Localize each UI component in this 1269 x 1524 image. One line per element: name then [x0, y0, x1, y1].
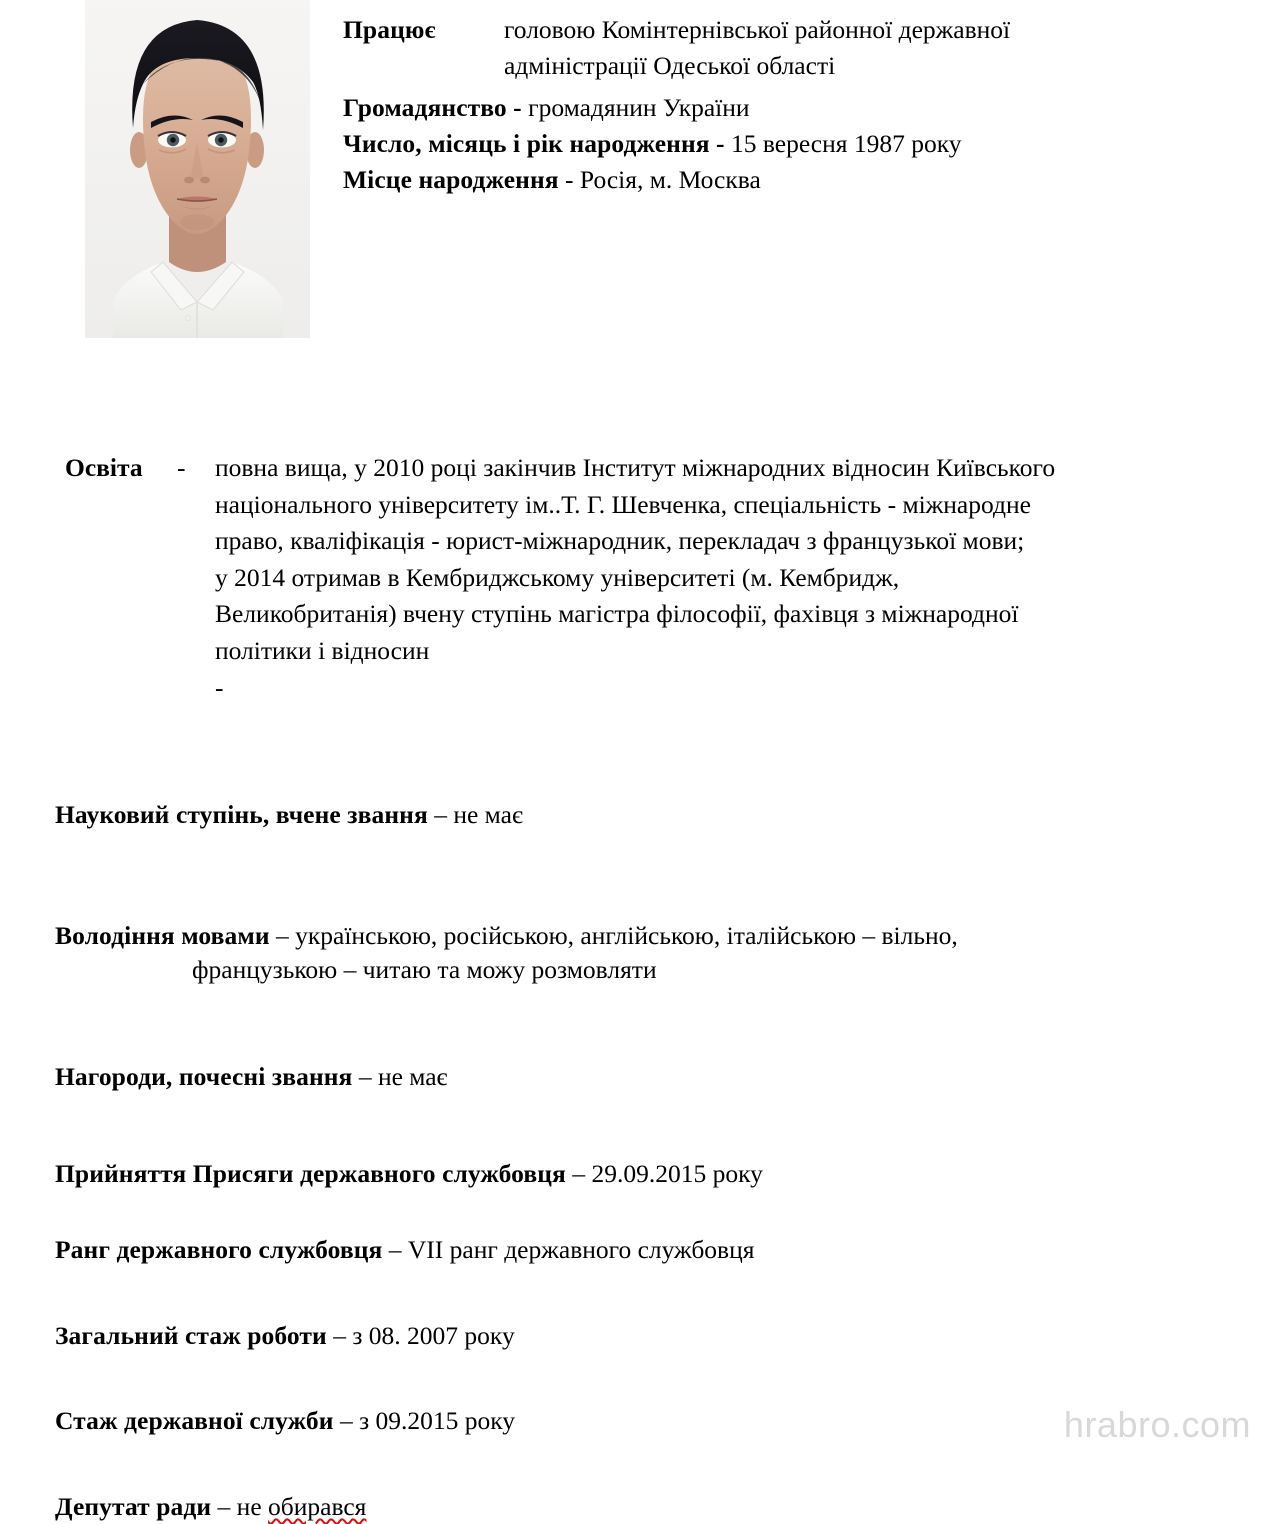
- field-council-deputy: [55, 1490, 1235, 1524]
- oath-separator: –: [572, 1159, 586, 1188]
- rank-value: VII ранг державного службовця: [407, 1235, 755, 1264]
- oath-value: 29.09.2015 року: [591, 1159, 763, 1188]
- lower-fields: [55, 798, 1235, 1524]
- rank-separator: –: [388, 1235, 402, 1264]
- education-trailing-dash: -: [215, 673, 224, 702]
- header-fields: [343, 12, 1143, 198]
- works-value-line1: головою Комінтернівської районної державної: [503, 15, 1011, 44]
- birthdate-label: Число, місяць і рік народження: [343, 129, 710, 158]
- education-line: політики і відносин: [215, 635, 430, 665]
- deputy-label: Депутат ради: [55, 1492, 212, 1521]
- deputy-value-misspelled: обирався: [268, 1492, 367, 1521]
- field-works: [343, 12, 1143, 84]
- rank-label: Ранг державного службовця: [55, 1235, 383, 1264]
- birthplace-label: Місце народження: [343, 165, 559, 194]
- works-value-line2: адміністрації Одеської області: [503, 51, 836, 80]
- field-oath: [55, 1157, 1235, 1191]
- citizenship-value: громадянин України: [528, 93, 750, 122]
- field-academic-degree: [55, 798, 1235, 832]
- works-label: Працює: [343, 15, 436, 44]
- birthdate-value: 15 вересня 1987 року: [730, 129, 962, 158]
- portrait-photo: [85, 0, 310, 338]
- field-awards: [55, 1060, 1235, 1094]
- birthdate-separator: -: [716, 129, 725, 158]
- birthplace-separator: -: [565, 165, 574, 194]
- service-experience-separator: –: [339, 1406, 353, 1435]
- field-education: [65, 450, 1225, 707]
- oath-label: Прийняття Присяги державного службовця: [55, 1159, 566, 1188]
- field-birthdate: [343, 126, 1143, 162]
- field-languages: [55, 919, 1235, 987]
- education-separator: -: [177, 453, 186, 482]
- service-experience-label: Стаж державної служби: [55, 1406, 334, 1435]
- field-birthplace: [343, 162, 1143, 198]
- education-line: Великобританія) вчену ступінь магістра філософії, фахівця з міжнародної: [215, 599, 1019, 628]
- field-civil-service-rank: [55, 1233, 1235, 1267]
- field-service-experience: [55, 1404, 1235, 1438]
- education-text: [215, 450, 1215, 669]
- education-line: національного університету ім..Т. Г. Шевченка, спеціальність - міжнародне: [215, 489, 1031, 519]
- watermark: hrabro.com: [1063, 1404, 1251, 1445]
- deputy-separator: –: [217, 1492, 231, 1521]
- academic-degree-label: Науковий ступінь, вчене звання: [55, 800, 428, 829]
- total-experience-separator: –: [333, 1321, 346, 1350]
- total-experience-label: Загальний стаж роботи: [55, 1321, 327, 1350]
- education-line: право, кваліфікація - юрист-міжнародник, перекладач з французької мови;: [215, 526, 1025, 555]
- awards-value: не має: [377, 1062, 448, 1091]
- languages-label: Володіння мовами: [55, 921, 270, 950]
- deputy-value-plain: не: [236, 1492, 269, 1521]
- languages-value-line1: українською, російською, англійською, італійською – вільно,: [295, 921, 958, 950]
- languages-value-line2: французькою – читаю та можу розмовляти: [192, 955, 657, 984]
- citizenship-label: Громадянство: [343, 93, 507, 122]
- field-citizenship: [343, 90, 1143, 126]
- languages-separator: –: [276, 921, 289, 950]
- birthplace-value: Росія, м. Москва: [579, 165, 761, 194]
- awards-separator: –: [358, 1062, 372, 1091]
- education-line: у 2014 отримав в Кембриджському університеті (м. Кембридж,: [215, 562, 900, 592]
- education-label: Освіта: [65, 453, 143, 482]
- field-total-experience: [55, 1319, 1235, 1353]
- academic-degree-separator: –: [434, 800, 447, 829]
- academic-degree-value: не має: [453, 800, 523, 829]
- education-line: повна вища, у 2010 році закінчив Інститут міжнародних відносин Київського: [215, 453, 1056, 482]
- service-experience-value: з 09.2015 року: [359, 1406, 516, 1435]
- works-value: [504, 12, 1114, 84]
- total-experience-value: з 08. 2007 року: [352, 1321, 515, 1350]
- awards-label: Нагороди, почесні звання: [55, 1062, 353, 1091]
- citizenship-separator: -: [513, 93, 522, 122]
